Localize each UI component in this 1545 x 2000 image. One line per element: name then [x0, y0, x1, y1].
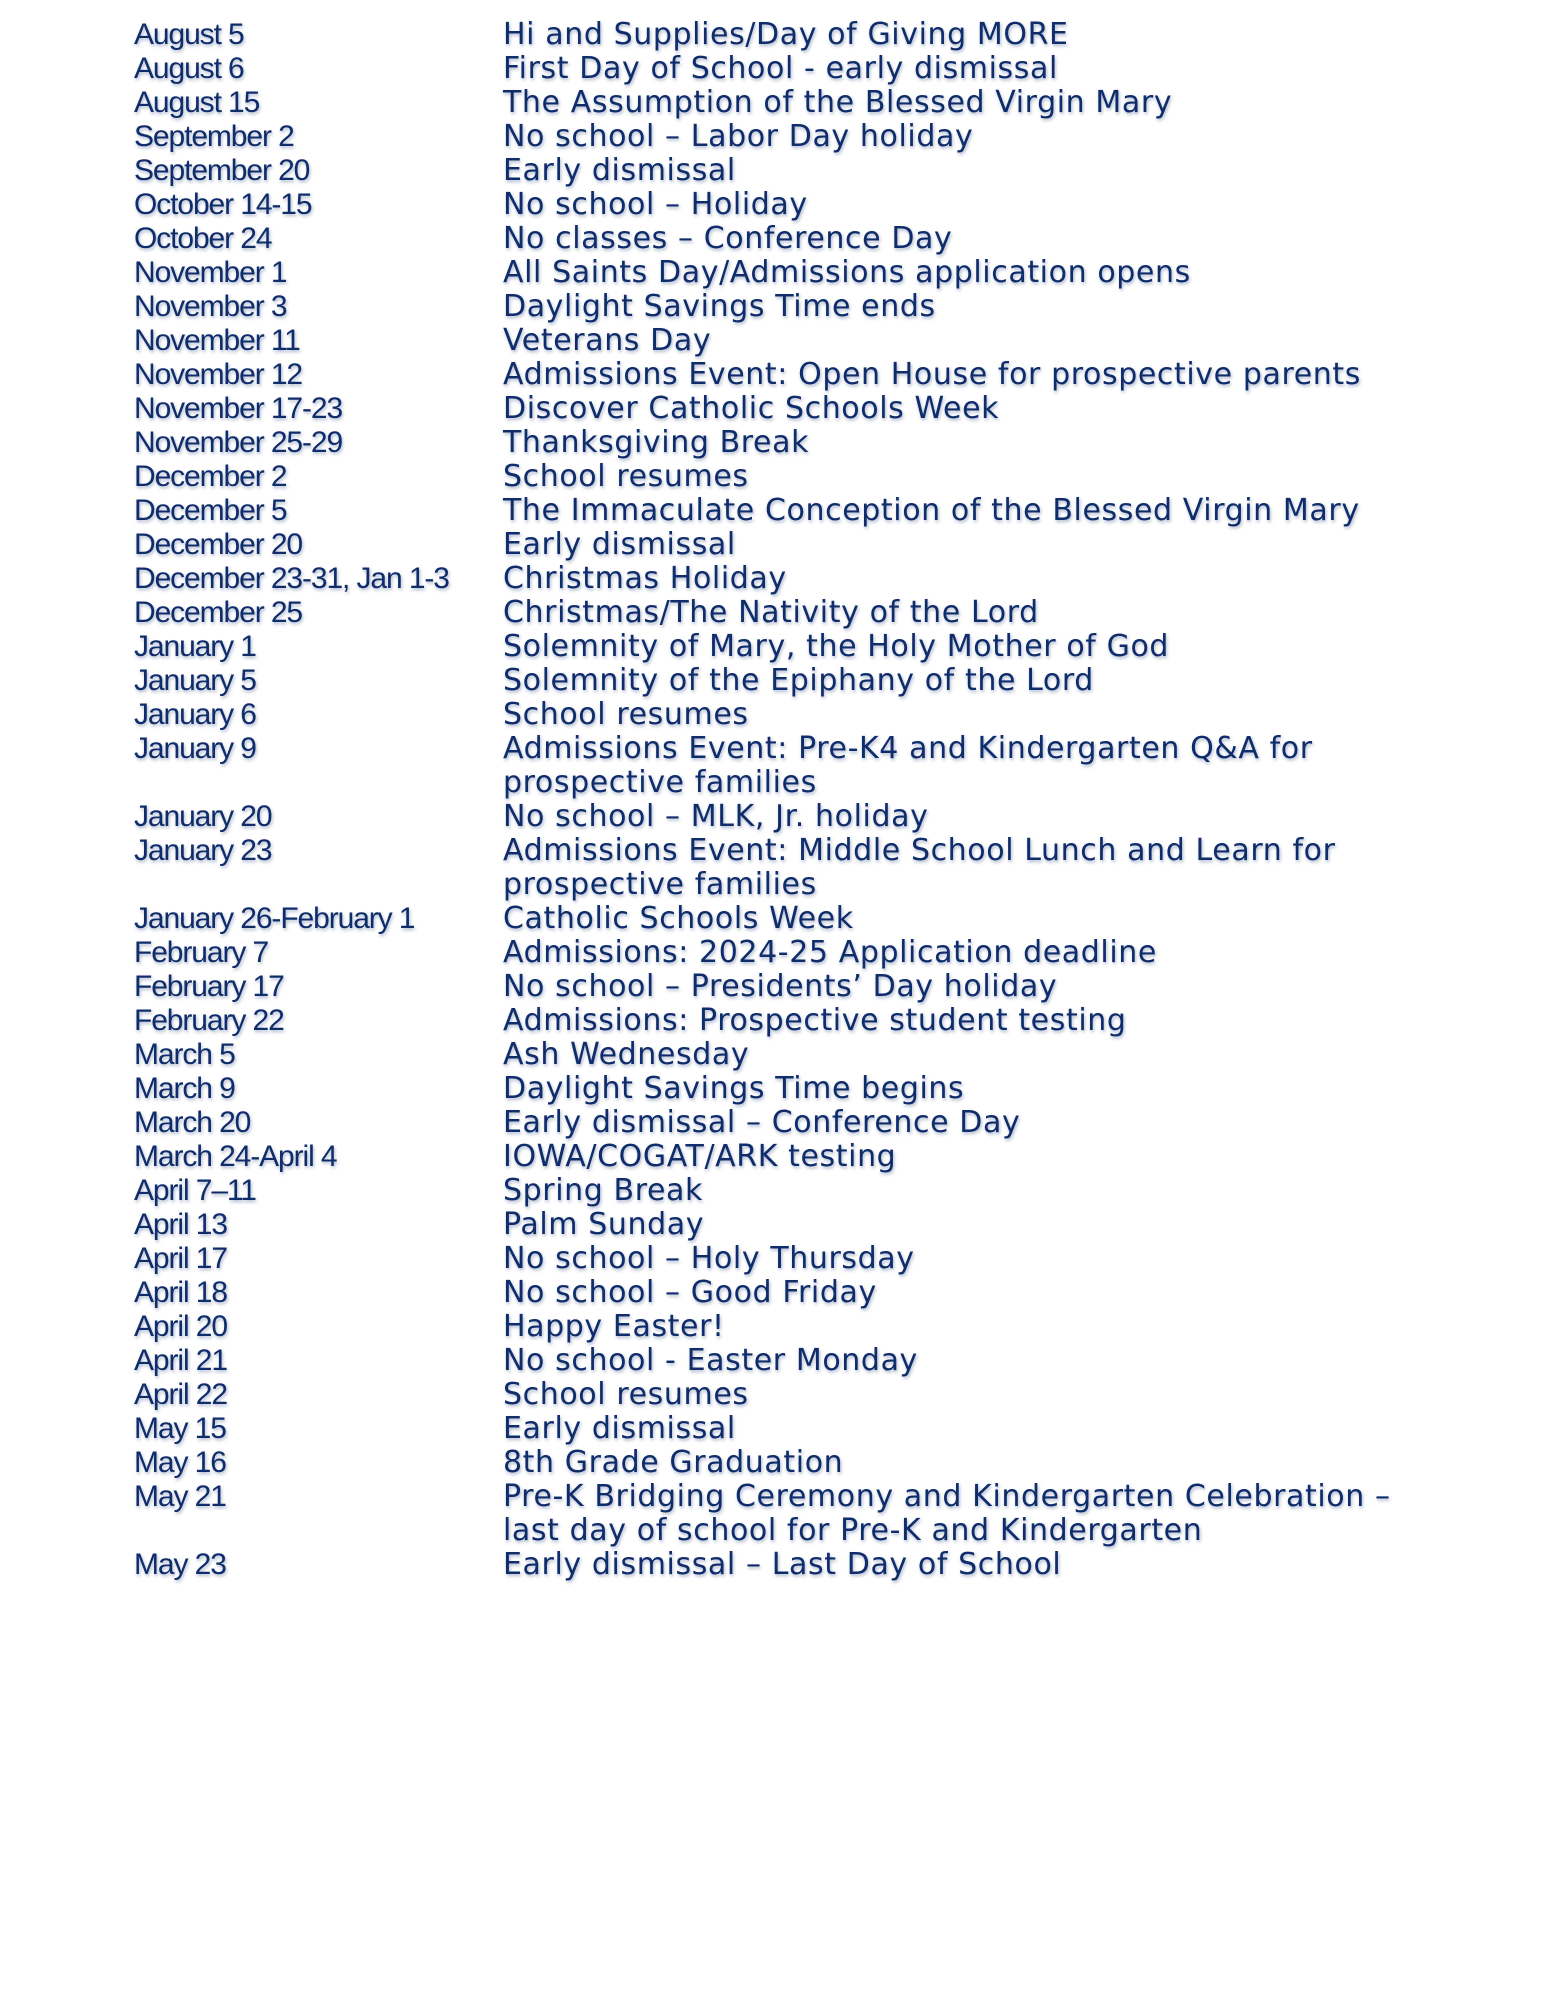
entry-event: Early dismissal – Conference Day — [503, 1105, 1021, 1140]
calendar-entry — [134, 1242, 1434, 1276]
calendar-entry — [134, 936, 1434, 970]
entry-date: March 9 — [134, 1072, 235, 1105]
calendar-entry — [134, 732, 1434, 800]
calendar-entry — [134, 120, 1434, 154]
entry-event: Admissions Event: Open House for prospective parents — [503, 357, 1362, 392]
calendar-entry — [134, 392, 1434, 426]
calendar-entry — [134, 324, 1434, 358]
entry-date: April 20 — [134, 1310, 227, 1343]
entry-event: Pre-K Bridging Ceremony and Kindergarten Celebration – last day of school for Pre-K and Kindergarten — [503, 1479, 1391, 1548]
entry-date: February 17 — [134, 970, 284, 1003]
entry-date: December 2 — [134, 460, 287, 493]
calendar-entry — [134, 630, 1434, 664]
calendar-entry — [134, 426, 1434, 460]
entry-date: January 23 — [134, 834, 272, 867]
entry-date: May 15 — [134, 1412, 226, 1445]
calendar-entry — [134, 86, 1434, 120]
entry-event: Daylight Savings Time ends — [503, 289, 936, 324]
entry-date: March 5 — [134, 1038, 235, 1071]
entry-date: December 5 — [134, 494, 287, 527]
entry-date: December 23-31, Jan 1-3 — [134, 562, 449, 595]
entry-date: April 18 — [134, 1276, 227, 1309]
entry-date: September 2 — [134, 120, 294, 153]
entry-event: Discover Catholic Schools Week — [503, 391, 1000, 426]
entry-date: April 21 — [134, 1344, 227, 1377]
entry-event: IOWA/COGAT/ARK testing — [503, 1139, 897, 1174]
entry-date: November 3 — [134, 290, 287, 323]
entry-date: November 17-23 — [134, 392, 343, 425]
entry-event: No school – Good Friday — [503, 1275, 877, 1310]
entry-event: No school – Labor Day holiday — [503, 119, 974, 154]
entry-date: August 5 — [134, 18, 244, 51]
calendar-entry — [134, 1208, 1434, 1242]
entry-event: No school – MLK, Jr. holiday — [503, 799, 929, 834]
entry-event: No school – Holiday — [503, 187, 808, 222]
entry-event: Solemnity of the Epiphany of the Lord — [503, 663, 1094, 698]
entry-date: April 13 — [134, 1208, 227, 1241]
calendar-entry — [134, 664, 1434, 698]
entry-date: May 23 — [134, 1548, 226, 1581]
entry-event: No school – Presidents’ Day holiday — [503, 969, 1058, 1004]
entry-event: No school - Easter Monday — [503, 1343, 918, 1378]
school-calendar-list — [134, 18, 1434, 1582]
calendar-entry — [134, 1174, 1434, 1208]
entry-event: Admissions Event: Middle School Lunch and Learn for prospective families — [503, 833, 1336, 902]
entry-date: February 7 — [134, 936, 269, 969]
calendar-entry — [134, 494, 1434, 528]
entry-event: 8th Grade Graduation — [503, 1445, 844, 1480]
calendar-entry — [134, 1310, 1434, 1344]
calendar-entry — [134, 222, 1434, 256]
calendar-entry — [134, 358, 1434, 392]
entry-event: School resumes — [503, 1377, 749, 1412]
calendar-entry — [134, 596, 1434, 630]
calendar-entry — [134, 562, 1434, 596]
entry-event: Early dismissal – Last Day of School — [503, 1547, 1062, 1582]
entry-event: Daylight Savings Time begins — [503, 1071, 965, 1106]
entry-event: Admissions: 2024-25 Application deadline — [503, 935, 1157, 970]
calendar-entry — [134, 834, 1434, 902]
entry-event: First Day of School - early dismissal — [503, 51, 1058, 86]
entry-date: May 16 — [134, 1446, 226, 1479]
entry-date: November 11 — [134, 324, 300, 357]
entry-date: April 7–11 — [134, 1174, 256, 1207]
entry-event: Hi and Supplies/Day of Giving MORE — [503, 17, 1069, 52]
entry-date: April 17 — [134, 1242, 227, 1275]
entry-event: Thanksgiving Break — [503, 425, 810, 460]
entry-event: Solemnity of Mary, the Holy Mother of God — [503, 629, 1170, 664]
entry-event: Catholic Schools Week — [503, 901, 854, 936]
entry-event: School resumes — [503, 697, 749, 732]
calendar-entry — [134, 188, 1434, 222]
entry-event: School resumes — [503, 459, 749, 494]
calendar-entry — [134, 18, 1434, 52]
calendar-entry — [134, 1038, 1434, 1072]
entry-date: January 6 — [134, 698, 256, 731]
entry-event: Palm Sunday — [503, 1207, 705, 1242]
calendar-entry — [134, 1004, 1434, 1038]
entry-date: September 20 — [134, 154, 310, 187]
entry-date: March 20 — [134, 1106, 251, 1139]
entry-date: December 25 — [134, 596, 302, 629]
calendar-entry — [134, 1106, 1434, 1140]
entry-event: Veterans Day — [503, 323, 712, 358]
calendar-entry — [134, 1548, 1434, 1582]
calendar-entry — [134, 1140, 1434, 1174]
entry-date: November 1 — [134, 256, 287, 289]
calendar-entry — [134, 52, 1434, 86]
calendar-entry — [134, 1378, 1434, 1412]
entry-event: Admissions: Prospective student testing — [503, 1003, 1127, 1038]
entry-date: January 9 — [134, 732, 256, 765]
entry-date: August 6 — [134, 52, 244, 85]
entry-event: The Immaculate Conception of the Blessed Virgin Mary — [503, 493, 1360, 528]
entry-date: May 21 — [134, 1480, 226, 1513]
entry-date: January 1 — [134, 630, 256, 663]
calendar-entry — [134, 902, 1434, 936]
entry-event: Ash Wednesday — [503, 1037, 750, 1072]
calendar-entry — [134, 154, 1434, 188]
entry-event: Spring Break — [503, 1173, 704, 1208]
entry-date: January 26-February 1 — [134, 902, 415, 935]
entry-date: April 22 — [134, 1378, 227, 1411]
entry-event: Early dismissal — [503, 527, 736, 562]
entry-event: The Assumption of the Blessed Virgin Mary — [503, 85, 1173, 120]
calendar-entry — [134, 1412, 1434, 1446]
calendar-entry — [134, 698, 1434, 732]
entry-date: October 24 — [134, 222, 272, 255]
calendar-entry — [134, 290, 1434, 324]
entry-date: October 14-15 — [134, 188, 312, 221]
entry-event: No school – Holy Thursday — [503, 1241, 915, 1276]
calendar-entry — [134, 256, 1434, 290]
entry-event: Happy Easter! — [503, 1309, 725, 1344]
entry-date: March 24-April 4 — [134, 1140, 337, 1173]
entry-event: Early dismissal — [503, 153, 736, 188]
calendar-entry — [134, 460, 1434, 494]
entry-event: Early dismissal — [503, 1411, 736, 1446]
entry-event: Christmas/The Nativity of the Lord — [503, 595, 1039, 630]
calendar-entry — [134, 1480, 1434, 1548]
entry-event: No classes – Conference Day — [503, 221, 953, 256]
entry-date: December 20 — [134, 528, 302, 561]
calendar-entry — [134, 800, 1434, 834]
entry-date: November 25-29 — [134, 426, 343, 459]
calendar-entry — [134, 1446, 1434, 1480]
entry-date: August 15 — [134, 86, 260, 119]
entry-date: January 20 — [134, 800, 272, 833]
calendar-entry — [134, 970, 1434, 1004]
entry-event: Admissions Event: Pre-K4 and Kindergarten Q&A for prospective families — [503, 731, 1313, 800]
calendar-entry — [134, 528, 1434, 562]
calendar-entry — [134, 1276, 1434, 1310]
entry-event: Christmas Holiday — [503, 561, 787, 596]
calendar-entry — [134, 1344, 1434, 1378]
entry-date: January 5 — [134, 664, 256, 697]
entry-date: November 12 — [134, 358, 302, 391]
entry-date: February 22 — [134, 1004, 284, 1037]
entry-event: All Saints Day/Admissions application opens — [503, 255, 1191, 290]
calendar-entry — [134, 1072, 1434, 1106]
